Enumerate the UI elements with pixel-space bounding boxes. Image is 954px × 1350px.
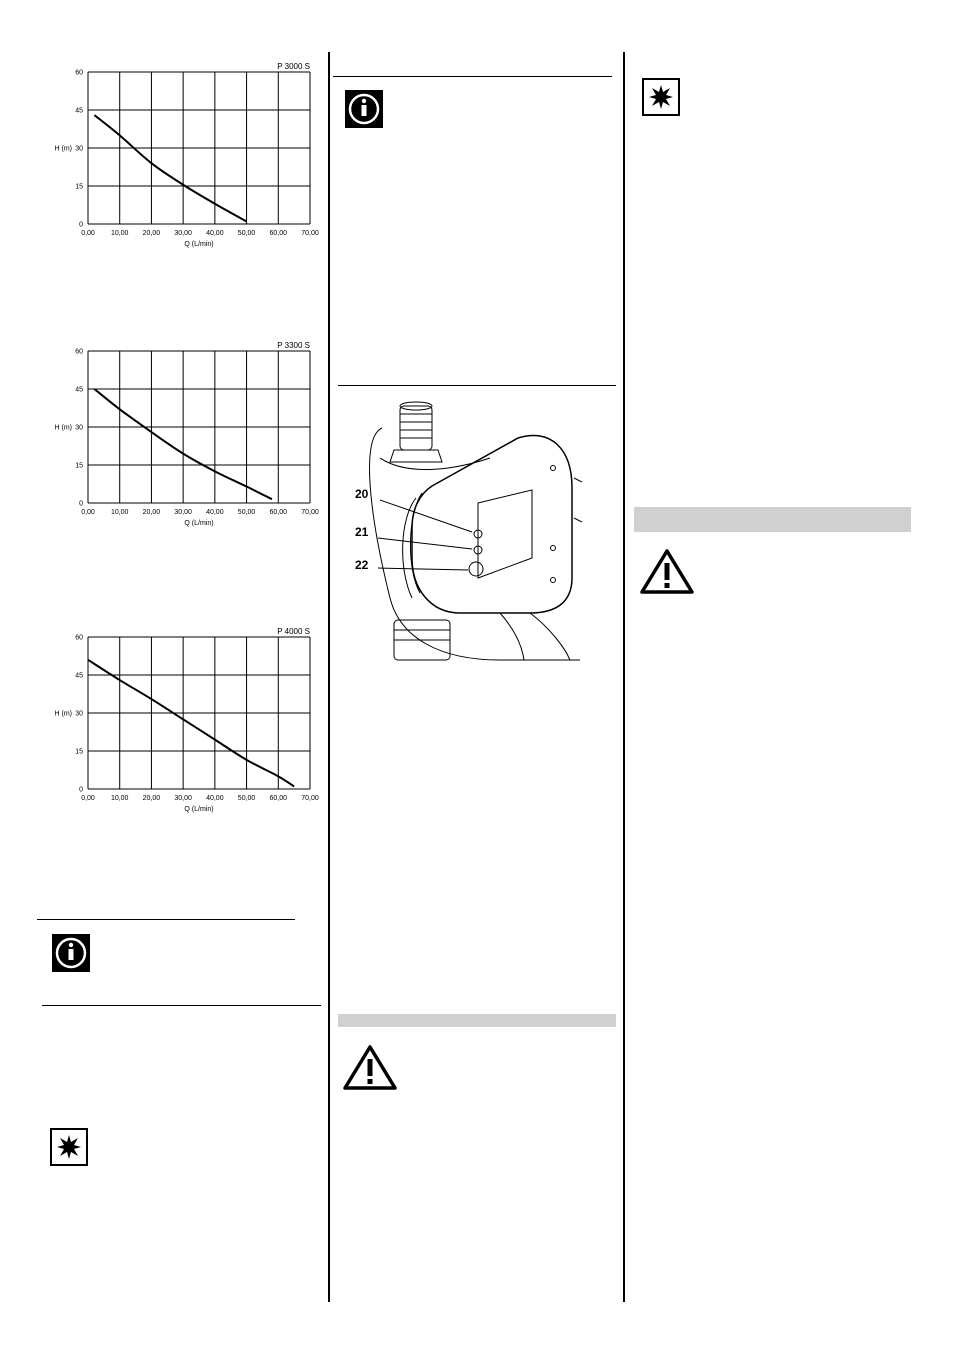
callout-20: 20 [355, 487, 369, 501]
x-tick-label: 30,00 [174, 795, 192, 802]
chart-title: P 4000 S [277, 627, 310, 636]
y-tick-label: 15 [75, 462, 83, 470]
x-axis-label: Q (L/min) [184, 241, 214, 248]
callout-22: 22 [355, 558, 369, 572]
x-tick-label: 0,00 [81, 230, 95, 237]
y-tick-label: 30 [75, 145, 83, 153]
middle-info-rule-top [333, 76, 612, 77]
left-info-rule-top [37, 919, 295, 920]
warning-triangle-icon [640, 548, 694, 599]
y-tick-label: 15 [75, 748, 83, 756]
tool-icon [642, 78, 680, 121]
y-tick-label: 30 [75, 710, 83, 718]
x-tick-label: 10,00 [110, 795, 129, 802]
middle-info-rule-bottom [338, 385, 616, 386]
series-line [88, 660, 294, 787]
warning-triangle-icon [343, 1044, 397, 1095]
x-tick-label: 30,00 [174, 509, 192, 516]
x-tick-label: 70,00 [301, 509, 319, 516]
x-tick-label: 40,00 [206, 509, 224, 516]
y-axis-label: H (m) [54, 424, 72, 432]
info-icon [52, 934, 90, 977]
y-tick-label: 0 [79, 500, 83, 508]
pump-curve-svg-2 [40, 337, 330, 537]
x-tick-label: 10,00 [110, 509, 129, 516]
pump-curve-svg-3 [40, 623, 330, 823]
x-axis-label: Q (L/min) [184, 806, 214, 813]
x-tick-label: 10,00 [110, 230, 129, 237]
left-info-rule-bottom [42, 1005, 321, 1006]
x-tick-label: 70,00 [301, 795, 319, 802]
y-tick-label: 45 [75, 107, 83, 115]
x-tick-label: 60,00 [269, 509, 288, 516]
pump-curve-chart-3 [40, 623, 330, 823]
pump-curve-svg-1 [40, 58, 330, 258]
y-tick-label: 15 [75, 183, 83, 191]
x-tick-label: 30,00 [174, 230, 192, 237]
y-tick-label: 60 [75, 348, 83, 356]
x-tick-label: 50,00 [237, 795, 256, 802]
x-tick-label: 40,00 [206, 795, 224, 802]
tool-icon [50, 1128, 88, 1171]
y-axis-label: H (m) [54, 710, 72, 718]
x-tick-label: 0,00 [81, 795, 95, 802]
y-tick-label: 0 [79, 221, 83, 229]
x-tick-label: 60,00 [269, 795, 288, 802]
x-tick-label: 60,00 [269, 230, 288, 237]
right-section-band [634, 507, 911, 532]
chart-title: P 3000 S [277, 62, 310, 71]
y-tick-label: 60 [75, 69, 83, 77]
column-divider-right [623, 52, 625, 1302]
middle-section-band [338, 1014, 616, 1027]
x-tick-label: 20,00 [142, 795, 161, 802]
y-tick-label: 60 [75, 634, 83, 642]
y-tick-label: 0 [79, 786, 83, 794]
x-tick-label: 50,00 [237, 509, 256, 516]
x-tick-label: 20,00 [142, 230, 161, 237]
x-tick-label: 0,00 [81, 509, 95, 516]
chart-title: P 3300 S [277, 341, 310, 350]
x-tick-label: 70,00 [301, 230, 319, 237]
x-axis-label: Q (L/min) [184, 520, 214, 527]
y-tick-label: 45 [75, 386, 83, 394]
pump-curve-chart-1 [40, 58, 330, 258]
info-icon [345, 90, 383, 133]
x-tick-label: 40,00 [206, 230, 224, 237]
pump-curve-chart-2 [40, 337, 330, 537]
y-tick-label: 45 [75, 672, 83, 680]
callout-21: 21 [355, 525, 369, 539]
y-axis-label: H (m) [54, 145, 72, 153]
series-line [94, 115, 246, 221]
x-tick-label: 50,00 [237, 230, 256, 237]
pump-control-illustration [350, 398, 582, 664]
x-tick-label: 20,00 [142, 509, 161, 516]
y-tick-label: 30 [75, 424, 83, 432]
